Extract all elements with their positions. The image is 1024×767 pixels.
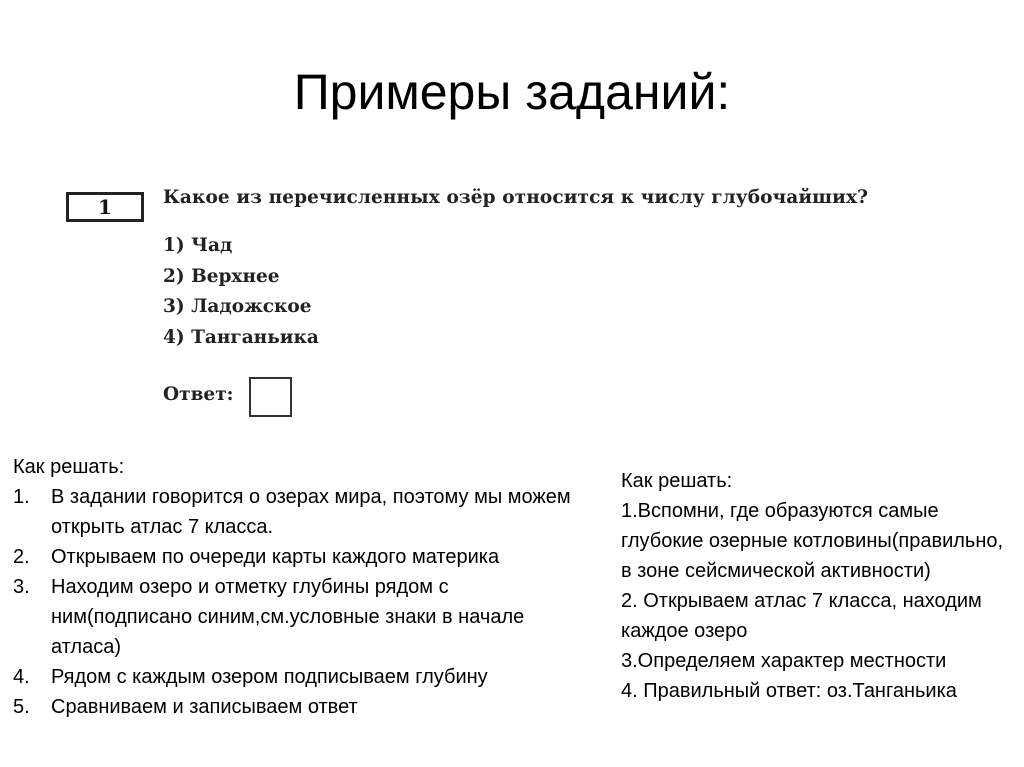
step-text: Сравниваем и записываем ответ <box>51 696 358 718</box>
how-to-heading: Как решать: <box>13 456 125 478</box>
how-to-heading: Как решать: <box>621 470 733 492</box>
step-text: Находим озеро и отметку глубины рядом с ним(подписано синим,см.условные знаки в начале атласа) <box>51 576 525 658</box>
hint-line: 3.Определяем характер местности <box>621 650 947 672</box>
option-item: 4) Танганьика <box>163 326 319 348</box>
question-text: Какое из перечисленных озёр относится к числу глубочайших? <box>163 187 869 208</box>
step-number: 1. <box>13 486 30 508</box>
how-to-solve-left <box>13 452 588 722</box>
step-number: 4. <box>13 666 30 688</box>
option-item: 1) Чад <box>163 235 233 256</box>
hint-line: 2. Открываем атлас 7 класса, находим каждое озеро <box>621 590 982 642</box>
slide-title: Примеры заданий: <box>293 64 731 120</box>
step-text: В задании говорится о озерах мира, поэтому мы можем открыть атлас 7 класса. <box>51 486 571 538</box>
step-text: Рядом с каждым озером подписываем глубину <box>51 666 488 688</box>
answer-options <box>163 231 319 353</box>
how-to-solve-right <box>621 466 1016 706</box>
step-item <box>13 542 588 572</box>
answer-box <box>249 377 292 417</box>
step-text: Открываем по очереди карты каждого материка <box>51 546 500 568</box>
option-item: 3) Ладожское <box>163 296 312 317</box>
task-number-box: 1 <box>66 192 144 222</box>
step-number: 2. <box>13 546 30 568</box>
steps-list <box>13 482 588 722</box>
step-number: 3. <box>13 576 30 598</box>
answer-label: Ответ: <box>163 384 234 405</box>
step-item <box>13 482 588 542</box>
option-item: 2) Верхнее <box>163 265 280 287</box>
hint-line: 1.Вспомни, где образуются самые глубокие озерные котловины(правильно, в зоне сейсмической активности) <box>621 500 1004 582</box>
step-number: 5. <box>13 696 30 718</box>
step-item <box>13 692 588 722</box>
step-item <box>13 572 588 662</box>
hint-line: 4. Правильный ответ: оз.Танганьика <box>621 680 957 702</box>
step-item <box>13 662 588 692</box>
